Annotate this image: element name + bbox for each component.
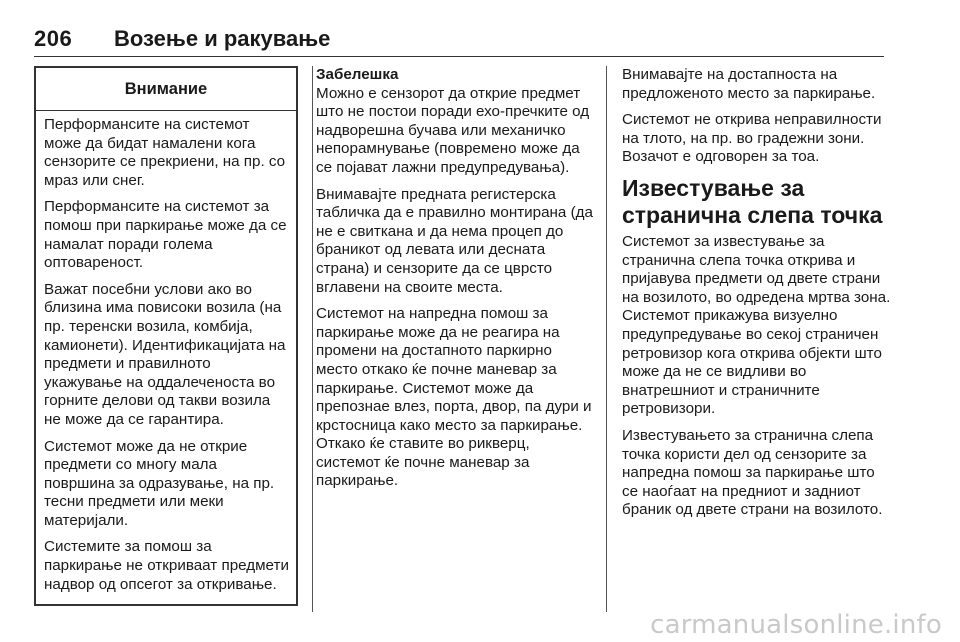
warning-paragraph: Системот може да не открие предмети со многу мала површина за одразување, на пр. тесни предмети или меки материјали.	[44, 437, 275, 529]
warning-paragraph: Перформансите на системот може да бидат намалени кога сензорите се прекриени, на пр. со мраз или снег.	[44, 116, 286, 189]
column-divider	[312, 66, 313, 612]
warning-body	[36, 111, 296, 594]
body-paragraph: Известувањето за странична слепа точка користи дел од сензорите за напредна помош за паркирање што се наоѓаат на предниот и задниот браник од двете страни на возилото.	[622, 426, 883, 519]
right-column	[622, 66, 894, 528]
warning-box	[34, 66, 298, 606]
body-paragraph: Системот не открива неправилности на тлото, на пр. во градежни зони. Возачот е одговорен за тоа.	[622, 111, 882, 166]
body-paragraph: Внимавајте предната регистерска табличка да е правилно монтирана (да не е свиткана и да нема процеп до браникот од левата или десната страна) и сензорите да се цврсто вглавени на своите места.	[316, 185, 593, 296]
page-number: 206	[34, 26, 73, 51]
warning-paragraph: Перформансите на системот за помош при паркирање може да се намалат поради голема оптовареност.	[44, 198, 287, 272]
column-divider	[606, 66, 607, 612]
note-label: Забелешка	[316, 66, 399, 83]
watermark: carmanualsonline.info	[650, 610, 942, 640]
section-heading: Известување за странична слепа точка	[622, 174, 883, 228]
page-header	[34, 26, 884, 57]
middle-column	[316, 66, 596, 499]
warning-paragraph: Системите за помош за паркирање не откриваат предмети надвор од опсегот за откривање.	[44, 538, 289, 593]
note-text: Можно е сензорот да открие предмет што не постои поради ехо-пречките од надворешна бучава или механичко непорамнување (повремено може да се појават лажни предупредувања).	[316, 84, 590, 176]
body-paragraph: Системот за известување за странична слепа точка открива и пријавува предмети од двете страни на возилото, во одредена мртва зона. Системот прикажува визуелно предупредување во секој страничен ретровизор кога открива објекти што може да не се видливи во внатрешниот и страничните ретровизори.	[622, 232, 891, 418]
warning-paragraph: Важат посебни услови ако во близина има повисоки возила (на пр. теренски возила, комбија, камионети). Идентификацијата на предмети и правилното укажување на оддалеченоста во горните делови од такви возила не може да се гарантира.	[44, 280, 286, 428]
body-paragraph: Системот на напредна помош за паркирање може да не реагира на промени на достапното паркирно место откако ќе почне маневар за паркирање. Системот може да препознае влез, порта, двор, па дури и крстосница како место за паркирање. Откако ќе ставите во рикверц, системот ќе почне маневар за паркирање.	[316, 305, 592, 490]
body-paragraph: Внимавајте на достапноста на предложеното место за паркирање.	[622, 66, 876, 102]
warning-heading: Внимание	[36, 68, 296, 111]
chapter-title: Возење и ракување	[114, 26, 331, 51]
